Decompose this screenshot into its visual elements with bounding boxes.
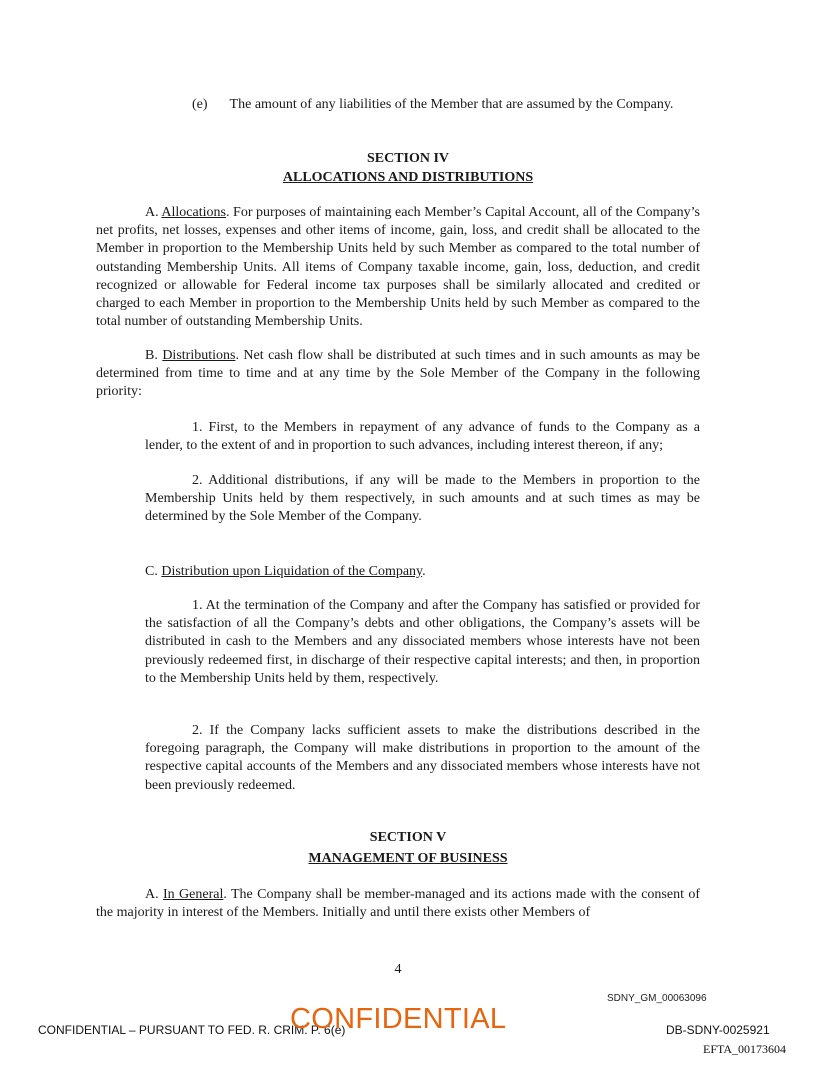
- efta-number: EFTA_00173604: [703, 1042, 787, 1056]
- item-e-paragraph: [192, 96, 700, 114]
- liquidation-label: C.: [145, 564, 158, 579]
- section-5-subtitle: MANAGEMENT OF BUSINESS: [308, 851, 508, 866]
- section-4-title: SECTION IV: [366, 151, 450, 166]
- bates-number-right: DB-SDNY-0025921: [666, 1023, 770, 1037]
- liquidation-item-2: 2. If the Company lacks sufficient assets to make the distributions described in the foregoing paragraph, the Company will make distributions in proportion to the amount of the respective capital accounts of the Members and any dissociated members whose interests have not been previously redeemed.: [145, 723, 700, 793]
- management-general-heading: In General: [163, 887, 224, 902]
- distributions-item-2: 2. Additional distributions, if any will be made to the Members in proportion to the Membership Units held by them respectively, in such amounts and at such times as may be determined by the Sole Member of the Company.: [145, 473, 700, 525]
- liquidation-heading-line: [145, 563, 700, 581]
- distributions-paragraph: [96, 347, 700, 402]
- allocations-paragraph: [96, 204, 700, 331]
- distributions-item-1: 1. First, to the Members in repayment of any advance of funds to the Company as a lender, to the extent of and in proportion to such advances, including interest thereon, if any;: [145, 420, 700, 454]
- page-number: 4: [394, 962, 402, 977]
- bates-number-small: SDNY_GM_00063096: [607, 993, 707, 1004]
- allocations-label: A.: [145, 205, 159, 220]
- liquidation-period: .: [422, 564, 426, 579]
- allocations-text: . For purposes of maintaining each Member’s Capital Account, all of the Company’s net profits, net losses, expenses and other items of income, gain, loss, and credit shall be allocated to the Member in proportion to the Membership Units held by such Member as compared to the total number of outstanding Membership Units. All items of Company taxable income, gain, loss, deduction, and credit recognized or allowable for Federal income tax purposes shall be similarly allocated and credited or charged to each Member in proportion to the Membership Units held by such Member as compared to the total number of outstanding Membership Units.: [96, 205, 700, 330]
- item-e-text: The amount of any liabilities of the Member that are assumed by the Company.: [229, 97, 674, 112]
- liquidation-heading: Distribution upon Liquidation of the Company: [161, 564, 423, 579]
- distributions-heading: Distributions: [162, 348, 236, 363]
- confidential-footer-text: CONFIDENTIAL – PURSUANT TO FED. R. CRIM. P. 6(e): [38, 1023, 346, 1037]
- item-e-label: (e): [192, 97, 208, 112]
- distributions-text: . Net cash flow shall be distributed at such times and in such amounts as may be determined from time to time and at any time by the Sole Member of the Company in the following priority:: [96, 348, 700, 400]
- allocations-heading: Allocations: [161, 205, 226, 220]
- section-4-subtitle: ALLOCATIONS AND DISTRIBUTIONS: [282, 170, 534, 185]
- distributions-label: B.: [145, 348, 158, 363]
- section-5-title: SECTION V: [369, 830, 447, 845]
- management-general-text: . The Company shall be member-managed and its actions made with the consent of the majority in interest of the Members. Initially and until there exists other Members of: [96, 887, 701, 921]
- liquidation-item-1: 1. At the termination of the Company and after the Company has satisfied or provided for the satisfaction of all the Company’s debts and other obligations, the Company’s assets will be distributed in cash to the Members and any dissociated members whose interests have not been previously redeemed first, in discharge of their respective capital interests; and then, in proportion to the Membership Units held by them, respectively.: [145, 598, 700, 686]
- management-general-paragraph: [96, 886, 700, 922]
- confidential-stamp: CONFIDENTIAL: [290, 1003, 507, 1035]
- management-general-label: A.: [145, 887, 159, 902]
